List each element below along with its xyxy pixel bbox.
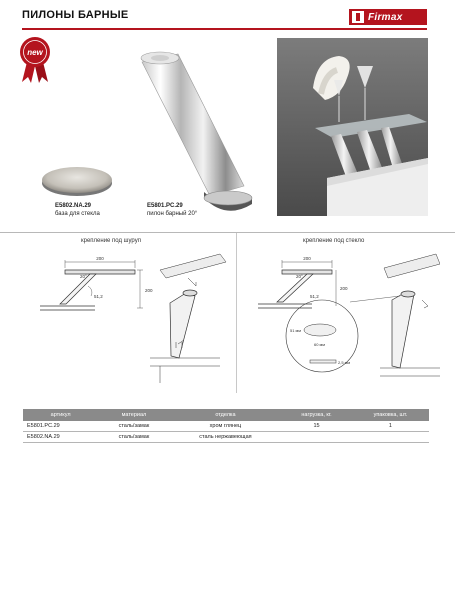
product-code: E5802.NA.29 — [55, 203, 92, 209]
table-header-row — [23, 409, 429, 421]
cell-material: сталь/замак — [98, 421, 169, 432]
brand-name: Firmax — [368, 11, 403, 23]
col-header-load: нагрузка, кг. — [281, 409, 352, 421]
base-plate-image — [40, 162, 115, 198]
dim-height: 200 — [145, 288, 153, 293]
product-photo — [277, 38, 428, 216]
col-header-material: материал — [98, 409, 169, 421]
detail-d2: 60 мм — [314, 342, 326, 347]
product-code: E5801.PC.29 — [147, 203, 183, 209]
col-header-article: артикул — [23, 409, 98, 421]
table-row — [23, 421, 429, 432]
dim-diameter: 51,2 — [310, 294, 319, 299]
bar-pylon-image — [134, 48, 264, 218]
badge-label: new — [27, 48, 43, 57]
section-divider-vertical — [236, 233, 237, 393]
cell-material: сталь/замак — [98, 432, 169, 443]
brand-logo — [349, 9, 427, 25]
product-description: база для стекла — [55, 210, 100, 217]
dim-width: 200 — [303, 256, 311, 261]
col-header-finish: отделка — [170, 409, 282, 421]
header-rule — [22, 28, 427, 30]
product-description: пилон барный 20° — [147, 210, 198, 217]
cell-finish: сталь нержавеющая — [170, 432, 282, 443]
diagram-screw-mount — [20, 248, 230, 388]
diagram-title-glass: крепление под стекло — [303, 238, 365, 244]
cell-load: 15 — [281, 421, 352, 432]
cell-article: E5801.PC.29 — [23, 421, 98, 432]
cell-article: E5802.NA.29 — [23, 432, 98, 443]
diagram-glass-mount — [240, 248, 440, 393]
table-row — [23, 432, 429, 443]
brand-mark-icon — [352, 11, 364, 23]
cell-pack — [352, 432, 429, 443]
new-badge-icon — [17, 36, 53, 84]
detail-d1: 51 мм — [290, 328, 302, 333]
cell-load — [281, 432, 352, 443]
dim-diameter: 51,2 — [94, 294, 103, 299]
spec-table — [23, 409, 429, 443]
diagram-title-screw: крепление под шуруп — [81, 238, 141, 244]
dim-angle: 20° — [296, 274, 303, 279]
section-divider — [0, 232, 455, 233]
cell-pack: 1 — [352, 421, 429, 432]
detail-thickness: 2,5 мм — [338, 360, 351, 365]
dim-height: 200 — [340, 286, 348, 291]
dim-width: 200 — [96, 256, 104, 261]
page-title: ПИЛОНЫ БАРНЫЕ — [22, 9, 129, 21]
product-caption-base — [55, 203, 100, 218]
col-header-pack: упаковка, шт. — [352, 409, 429, 421]
dim-angle: 20° — [80, 274, 87, 279]
cell-finish: хром глянец — [170, 421, 282, 432]
product-caption-pylon — [147, 203, 197, 218]
